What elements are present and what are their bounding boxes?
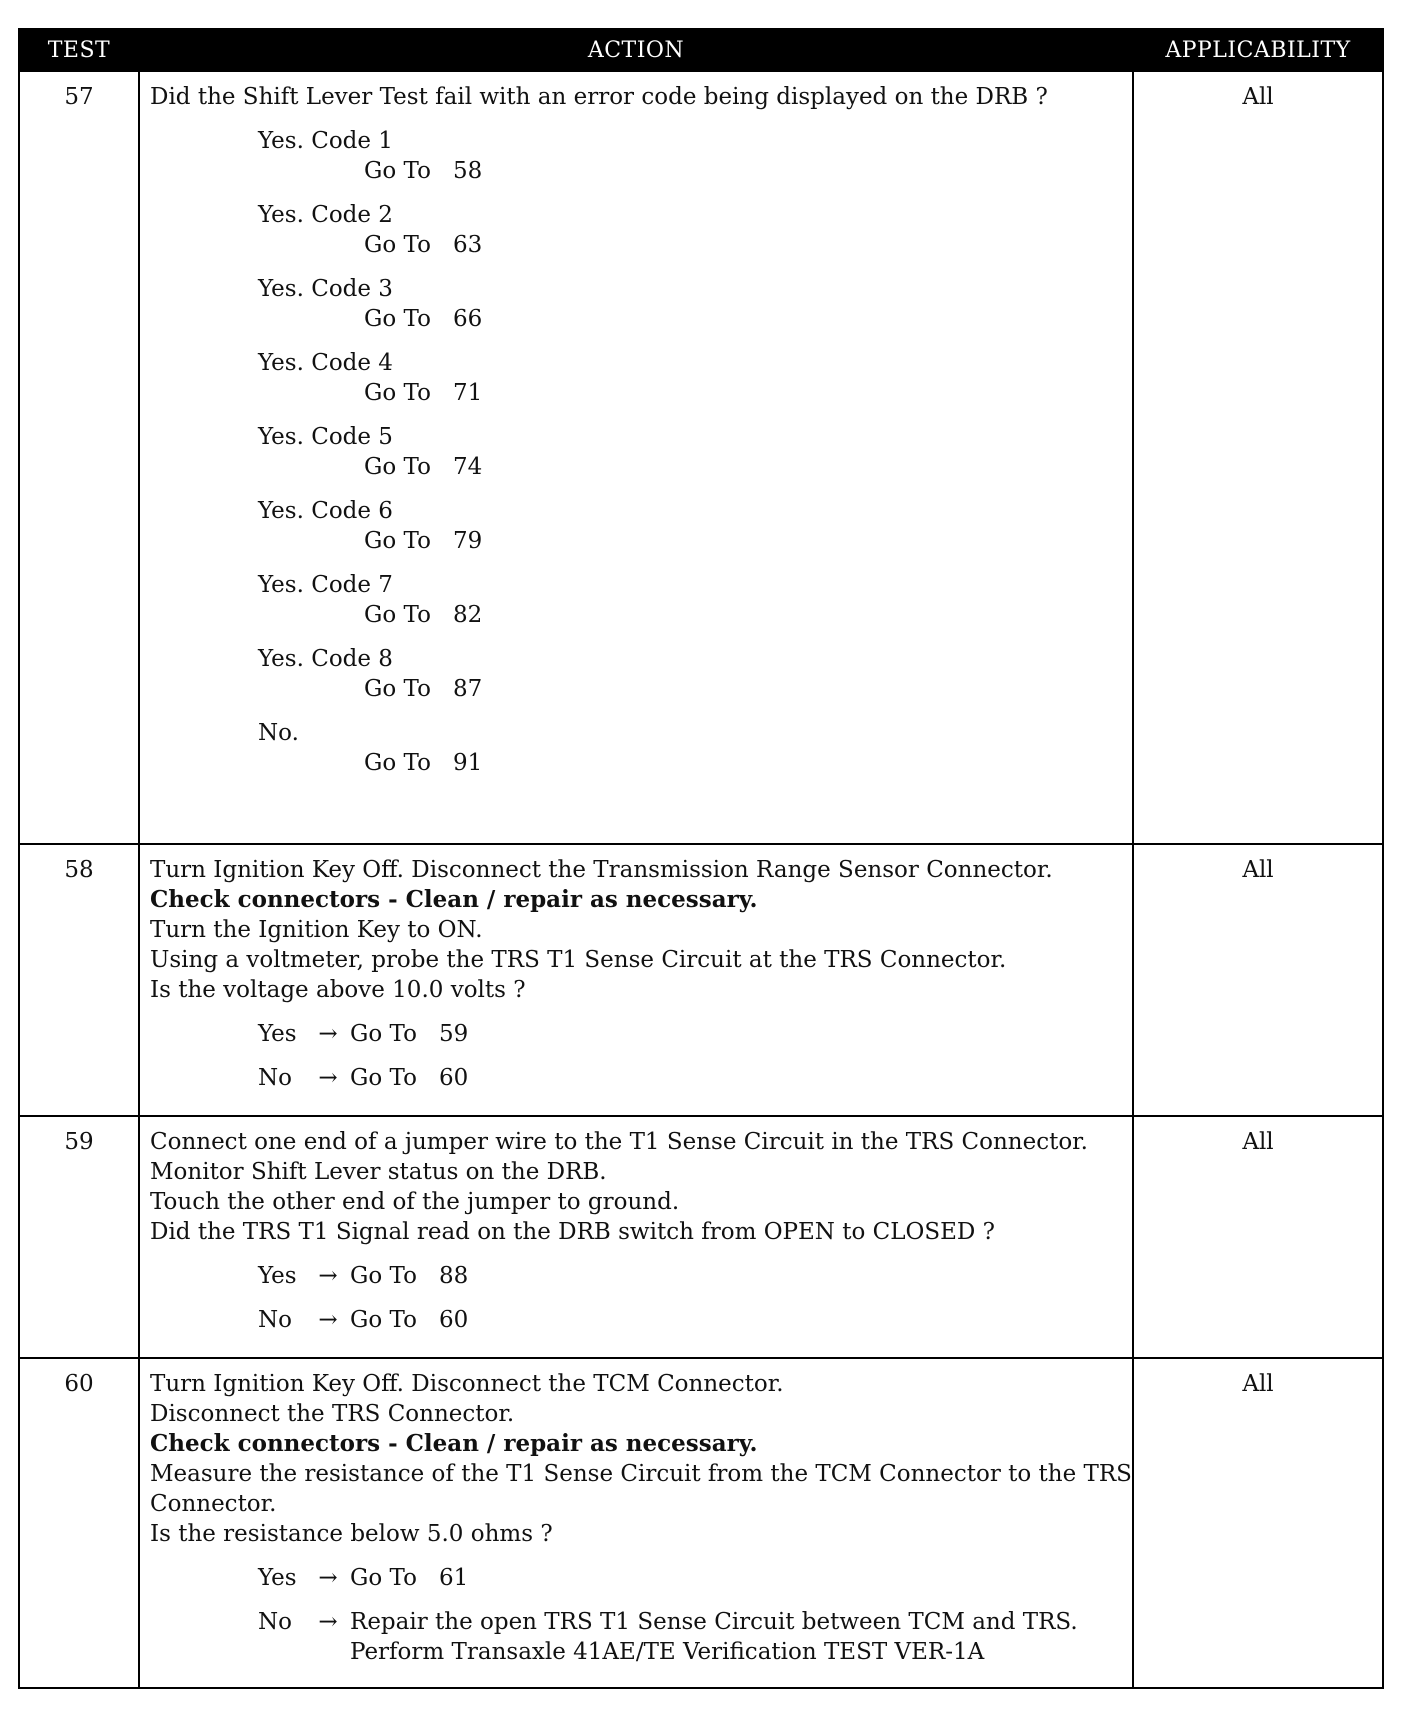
test-number: 59: [19, 1116, 139, 1358]
test-number: 57: [19, 71, 139, 844]
test-number: 60: [19, 1358, 139, 1688]
goto-target: 60: [438, 1065, 469, 1091]
goto-target: 58: [452, 158, 483, 184]
test-number: 58: [19, 844, 139, 1116]
arrow-right-icon: →: [318, 1263, 338, 1289]
goto-target: 59: [438, 1021, 469, 1047]
diagnostic-table: [18, 28, 1384, 1689]
action-line: Connector.: [150, 1491, 277, 1517]
goto-target: 60: [438, 1307, 469, 1333]
action-cell: [139, 1116, 1133, 1358]
arrow-right-icon: →: [318, 1609, 338, 1635]
no-branch: No → Go To 60: [258, 1065, 469, 1091]
action-question: Did the Shift Lever Test fail with an error code being displayed on the DRB ?: [150, 84, 1048, 110]
header-test: TEST: [19, 29, 139, 71]
branch-goto: Go To 71: [364, 380, 483, 406]
action-line: Disconnect the TRS Connector.: [150, 1401, 515, 1427]
branch: [258, 274, 1122, 334]
action-line: Measure the resistance of the T1 Sense Circuit from the TCM Connector to the TRS: [150, 1461, 1132, 1487]
action-cell: [139, 1358, 1133, 1688]
branch-goto: Go To 82: [364, 602, 483, 628]
branch-answer: Yes. Code 1: [258, 128, 393, 154]
branch: [258, 718, 1122, 778]
arrow-right-icon: →: [318, 1021, 338, 1047]
goto-target: 61: [438, 1565, 469, 1591]
goto-target: 74: [452, 454, 483, 480]
branch-answer: No.: [258, 720, 299, 746]
action-line: Touch the other end of the jumper to ground.: [150, 1189, 680, 1215]
applicability-value: All: [1133, 1358, 1383, 1688]
arrow-right-icon: →: [318, 1065, 338, 1091]
diagnostic-table-sheet: [18, 28, 1384, 1689]
goto-target: 66: [452, 306, 483, 332]
goto-target: 91: [452, 750, 483, 776]
action-line: Monitor Shift Lever status on the DRB.: [150, 1159, 607, 1185]
table-row: [19, 1358, 1383, 1688]
no-branch: No → Repair the open TRS T1 Sense Circuit between TCM and TRS. Perform Transaxle 41AE/TE Verification TEST VER-1A: [258, 1609, 1078, 1665]
action-line: Is the voltage above 10.0 volts ?: [150, 977, 526, 1003]
branch-goto: Go To 87: [364, 676, 483, 702]
goto-target: 71: [452, 380, 483, 406]
table-header-row: [19, 29, 1383, 71]
branch-goto: Go To 79: [364, 528, 483, 554]
branch-goto: Go To 66: [364, 306, 483, 332]
branch: [258, 422, 1122, 482]
branch-answer: Yes. Code 3: [258, 276, 393, 302]
goto-target: 87: [452, 676, 483, 702]
branch-answer: Yes. Code 4: [258, 350, 393, 376]
branch: [258, 644, 1122, 704]
branch-answer: Yes. Code 5: [258, 424, 393, 450]
branch: [258, 348, 1122, 408]
action-line: Did the TRS T1 Signal read on the DRB switch from OPEN to CLOSED ?: [150, 1219, 996, 1245]
table-row: [19, 844, 1383, 1116]
branch-answer: Yes. Code 7: [258, 572, 393, 598]
action-cell: [139, 71, 1133, 844]
action-line: Connect one end of a jumper wire to the T1 Sense Circuit in the TRS Connector.: [150, 1129, 1088, 1155]
branch-goto: Go To 91: [364, 750, 483, 776]
branch-answer: Yes. Code 8: [258, 646, 393, 672]
branch-goto: Go To 58: [364, 158, 483, 184]
yes-branch: Yes → Go To 61: [258, 1565, 469, 1591]
branch-answer: Yes. Code 2: [258, 202, 393, 228]
branch-goto: Go To 63: [364, 232, 483, 258]
goto-target: 63: [452, 232, 483, 258]
arrow-right-icon: →: [318, 1565, 338, 1591]
action-line: Using a voltmeter, probe the TRS T1 Sense Circuit at the TRS Connector.: [150, 947, 1007, 973]
branch: [258, 496, 1122, 556]
action-line: Turn Ignition Key Off. Disconnect the Transmission Range Sensor Connector.: [150, 857, 1053, 883]
action-cell: [139, 844, 1133, 1116]
table-row: [19, 71, 1383, 844]
yes-branch: Yes → Go To 88: [258, 1263, 469, 1289]
goto-target: 82: [452, 602, 483, 628]
branch-answer: Yes. Code 6: [258, 498, 393, 524]
header-action: ACTION: [139, 29, 1133, 71]
table-row: [19, 1116, 1383, 1358]
action-line: Turn the Ignition Key to ON.: [150, 917, 483, 943]
action-line-bold: Check connectors - Clean / repair as necessary.: [150, 886, 758, 913]
branch: [258, 200, 1122, 260]
branch-goto: Go To 74: [364, 454, 483, 480]
branch: [258, 570, 1122, 630]
action-line: Turn Ignition Key Off. Disconnect the TCM Connector.: [150, 1371, 784, 1397]
branch: [258, 126, 1122, 186]
verification-instruction: Perform Transaxle 41AE/TE Verification TEST VER-1A: [350, 1639, 985, 1665]
action-line: Is the resistance below 5.0 ohms ?: [150, 1521, 553, 1547]
action-line-bold: Check connectors - Clean / repair as necessary.: [150, 1430, 758, 1457]
goto-target: 79: [452, 528, 483, 554]
no-branch: No → Go To 60: [258, 1307, 469, 1333]
header-applicability: APPLICABILITY: [1133, 29, 1383, 71]
repair-instruction: Repair the open TRS T1 Sense Circuit between TCM and TRS.: [350, 1609, 1078, 1635]
yes-branch: Yes → Go To 59: [258, 1021, 469, 1047]
applicability-value: All: [1133, 71, 1383, 844]
applicability-value: All: [1133, 844, 1383, 1116]
goto-target: 88: [438, 1263, 469, 1289]
applicability-value: All: [1133, 1116, 1383, 1358]
arrow-right-icon: →: [318, 1307, 338, 1333]
